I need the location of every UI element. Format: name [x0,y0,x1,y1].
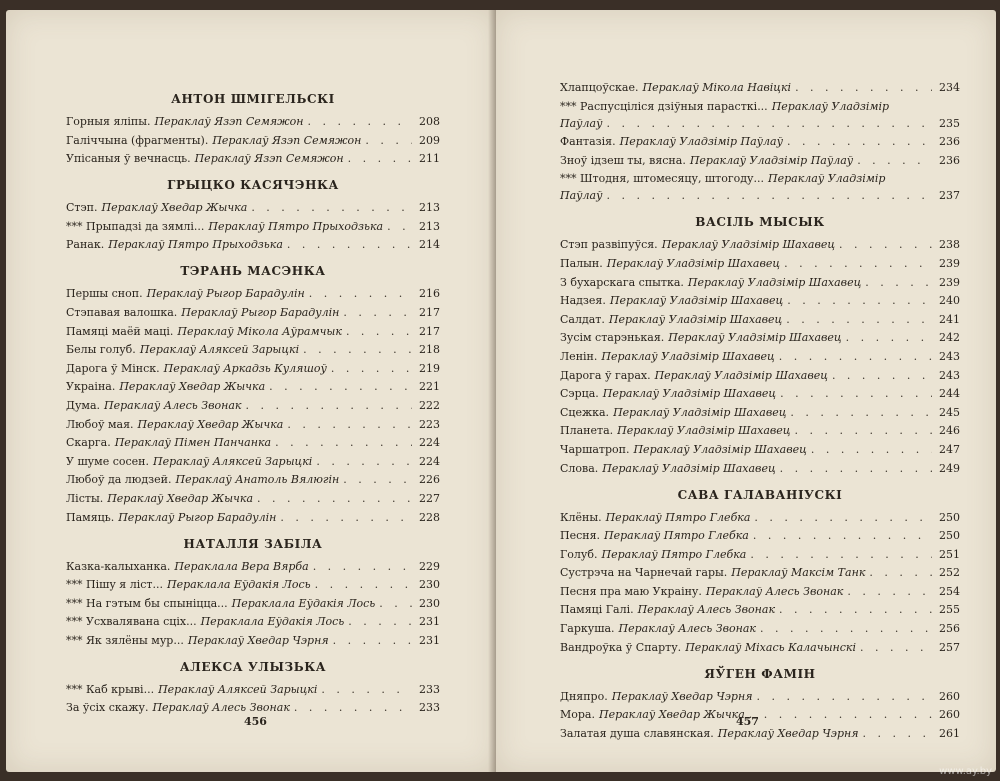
toc-entry [66,200,440,215]
leader-dots [753,528,932,543]
toc-entry [560,461,960,476]
entry-title: Галіччына (фрагменты). [66,133,209,147]
entry-page: 238 [939,238,960,252]
toc-entry [66,454,440,469]
toc-entry [560,256,960,271]
entry-title: Памяці маёй маці. [66,324,174,338]
entry-translator: Пераклаў Уладзімір Шахавец [668,331,842,345]
entry-page: 224 [419,454,440,468]
leader-dots [832,368,932,383]
entry-translator: Пераклаў Уладзімір Паўлаў [619,135,783,149]
leader-dots [333,633,412,648]
toc-entry [66,633,440,648]
entry-translator: Пераклала Вера Вярба [174,559,309,573]
entry-translator: Пераклаў Хведар Жычка [107,491,254,505]
entry-title: Зноў ідзеш ты, вясна. [560,153,686,167]
leader-dots [348,614,412,629]
entry-translator: Пераклаў Анатоль Вялюгін [175,473,340,487]
entry-translator: Пераклаў Уладзімір Шахавец [602,461,776,475]
toc-entry [560,312,960,327]
entry-title: Слова. [560,461,599,475]
entry-title: Дняпро. [560,689,608,703]
toc-entry [66,398,440,413]
entry-translator: Пераклаў Аркадзь Куляшоў [163,361,327,375]
right-toc [560,80,960,744]
entry-title: Стэпавая валошка. [66,305,178,319]
toc-entry [560,621,960,636]
entry-translator: Пераклаў Пятро Прыходзька [208,219,384,233]
toc-entry [66,417,440,432]
watermark: www.ay.by [939,766,992,777]
toc-entry [66,435,440,450]
toc-entry [560,584,960,599]
toc-entry [560,640,960,655]
entry-translator: Пераклаў Уладзімір Шахавец [661,238,836,252]
page-number-left: 456 [244,715,267,728]
entry-translator: Пераклаў Уладзімір Шахавец [633,442,807,456]
entry-title: У шуме сосен. [66,454,149,468]
entry-translator: Пераклаў Пятро Прыходзька [108,238,283,252]
entry-translator: Пераклаў Алесь Звонак [637,603,776,617]
leader-dots [379,596,412,611]
entry-title: Лісты. [66,491,104,505]
toc-entry [66,151,440,166]
toc-entry [560,689,960,704]
entry-title: Зусім старэнькая. [560,331,665,345]
toc-entry [560,602,960,617]
leader-dots [787,293,932,308]
entry-translator: Пераклаў Максім Танк [731,566,866,580]
left-page [6,10,496,772]
leader-dots [760,621,932,636]
entry-title: Стэп развіпуўся. [560,238,658,252]
entry-page: 216 [419,287,440,301]
toc-entry [560,707,960,722]
leader-dots [348,151,412,166]
entry-page: 226 [419,473,440,487]
entry-title: *** Каб крыві... [66,682,155,696]
entry-translator: Пераклаў Уладзімір Шахавец [654,368,828,382]
entry-title: Гаркуша. [560,622,615,636]
entry-page: 230 [419,578,440,592]
toc-entry [560,99,960,131]
leader-dots [787,134,932,149]
entry-title: Мора. [560,708,595,722]
toc-entry [66,491,440,506]
toc-entry [66,682,440,697]
entry-page: 228 [419,510,440,524]
entry-title: Голуб. [560,547,598,561]
toc-entry [66,379,440,394]
leader-dots [365,133,412,148]
entry-title: Казка-калыханка. [66,559,171,573]
leader-dots [316,454,412,469]
toc-entry [560,405,960,420]
entry-title: Горныя яліпы. [66,115,151,128]
toc-entry [560,510,960,525]
toc-entry [66,614,440,629]
entry-translator: Пераклаў Хведар Чэрня [717,726,859,740]
leader-dots [331,361,412,376]
entry-translator: Пераклаў Аляксей Зарыцкі [139,343,300,357]
toc-entry [560,237,960,252]
toc-entry-line [560,188,960,203]
entry-translator: Пераклаў Алесь Звонак [152,701,290,715]
toc-entry [560,330,960,345]
entry-title: Сэрца. [560,387,599,401]
toc-entry [560,80,960,95]
author-heading: АНТОН ШМІГЕЛЬСКІ [171,92,335,106]
entry-page: 223 [419,417,440,431]
entry-translator: Пераклаў Пятро Глебка [604,529,749,543]
toc-entry [66,342,440,357]
entry-page: 233 [419,682,440,696]
entry-translator: Пераклала Еўдакія Лось [166,578,311,592]
entry-title: Упісаныя ў вечнасць. [66,152,191,166]
leader-dots [346,324,412,339]
entry-title: Клёны. [560,510,602,524]
entry-title: Фантазія. [560,135,616,149]
entry-page: 241 [939,312,960,326]
entry-title: *** На гэтым бы спыніцца... [66,596,228,610]
leader-dots [860,640,932,655]
leader-dots [779,602,932,617]
toc-entry [66,219,440,234]
entry-title: Песня пра маю Украіну. [560,584,702,598]
leader-dots [275,435,412,450]
entry-page: 227 [419,491,440,505]
entry-translator: Пераклаў Хведар Жычка [137,417,284,431]
leader-dots [303,342,412,357]
entry-translator: Пераклаў Пятро Глебка [601,547,747,561]
entry-page: 214 [419,238,440,252]
toc-entry [66,510,440,525]
entry-title: Надзея. [560,294,606,308]
toc-entry [66,596,440,611]
entry-translator: Пераклаў Уладзімір Паўлаў [689,153,854,167]
entry-page: 213 [419,219,440,233]
toc-entry-line [560,99,960,114]
entry-page: 236 [939,135,960,149]
leader-dots [847,584,932,599]
leader-dots [309,286,412,301]
leader-dots [786,312,932,327]
toc-entry [560,153,960,168]
leader-dots [387,219,412,234]
entry-page: 209 [419,133,440,147]
entry-page: 247 [939,442,960,456]
leader-dots [280,510,412,525]
entry-title: Белы голуб. [66,343,136,357]
entry-translator: Пераклаў Аляксей Зарыцкі [153,454,313,468]
entry-title: За ўсіх скажу. [66,701,149,715]
entry-page: 256 [939,622,960,636]
leader-dots [784,256,932,271]
toc-entry [66,286,440,301]
entry-translator: Пераклаў Уладзімір Шахавец [609,294,784,308]
leader-dots [294,700,412,715]
entry-translator: Пераклаў Уладзімір Шахавец [617,424,791,438]
entry-page: 234 [939,81,960,94]
toc-entry [66,472,440,487]
entry-page: 219 [419,361,440,375]
author-heading: ГРЫЦКО КАСЯЧЭНКА [167,178,339,193]
right-page [496,10,996,772]
entry-page: 249 [939,461,960,475]
entry-title: Украіна. [66,380,116,394]
toc-entry [560,528,960,543]
entry-title: Скарга. [66,436,111,450]
entry-title: Песня. [560,529,601,543]
entry-translator: Пераклаў Хведар Жычка [119,380,266,394]
entry-page: 257 [939,640,960,654]
entry-page: 221 [419,380,440,394]
entry-title: Чаршатроп. [560,442,630,456]
entry-page: 229 [419,559,440,573]
entry-title: Памяць. [66,510,115,524]
toc-entry [66,237,440,252]
toc-entry [560,275,960,290]
leader-dots [313,559,412,574]
leader-dots [756,689,932,704]
entry-title: Сцежка. [560,405,610,419]
leader-dots [780,461,932,476]
entry-title: *** Штодня, штомесяцу, штогоду... [560,172,764,186]
toc-entry [560,134,960,149]
entry-page: 236 [939,153,960,167]
entry-page: 246 [939,424,960,438]
entry-page: 242 [939,331,960,345]
leader-dots [343,472,412,487]
leader-dots [754,510,932,525]
author-heading: ТЭРАНЬ МАСЭНКА [180,264,326,279]
author-heading: АЛЕКСА УЛЫЗЬКА [179,659,327,674]
leader-dots [790,405,932,420]
leader-dots [839,237,932,252]
leader-dots [857,153,932,168]
entry-page: 231 [419,633,440,647]
leader-dots [245,398,412,413]
entry-title: Дарога ў гарах. [560,368,651,382]
entry-translator: Пераклаў Міхась Калачынскі [685,640,857,654]
toc-entry [66,559,440,574]
entry-translator: Пераклаў Уладзімір Шахавец [608,312,783,326]
entry-title: Памяці Галі. [560,603,634,617]
entry-page: 240 [939,294,960,308]
author-heading: САВА ГАЛАВАНІУСКІ [677,487,843,502]
leader-dots [287,237,412,252]
entry-title: Хлапцоўскае. [560,81,639,94]
entry-page: 218 [419,343,440,357]
leader-dots [750,547,932,562]
entry-page: 244 [939,387,960,401]
entry-page: 250 [939,510,960,524]
entry-title: Палын. [560,256,603,270]
leader-dots [794,423,932,438]
entry-translator: Пераклаў Пімен Панчанка [114,436,272,450]
leader-dots [869,565,932,580]
entry-title: *** Усхвалявана сціх... [66,615,197,629]
entry-translator: Пераклаў Рыгор Барадулін [181,305,340,319]
entry-translator: Пераклаў Рыгор Барадулін [118,510,277,524]
toc-entry [66,324,440,339]
toc-entry [66,114,440,129]
entry-title: Дарога ў Мінск. [66,361,160,375]
entry-translator: Пераклаў Пятро Глебка [605,510,751,524]
entry-page: 245 [939,405,960,419]
entry-page: 222 [419,398,440,412]
entry-title: Ленін. [560,349,598,363]
toc-entry [66,577,440,592]
entry-title: Любоў мая. [66,417,134,431]
leader-dots [321,682,412,697]
toc-entry [560,293,960,308]
entry-page: 260 [939,708,960,722]
entry-translator: Пераклаў Мікола Навіцкі [642,81,792,94]
entry-translator: Пераклаў Рыгор Барадулін [146,287,305,301]
entry-page: 260 [939,689,960,703]
entry-translator: Пераклаў Хведар Жычка [598,708,745,722]
entry-title: *** Прыпадзі да зямлі... [66,219,205,233]
entry-page: 211 [419,152,440,166]
leader-dots [308,114,412,129]
entry-translator: Пераклаў Уладзімір Шахавец [687,275,862,289]
entry-page: 235 [939,116,960,130]
entry-translator: Пераклаў Уладзімір Шахавец [606,256,781,270]
leader-dots [749,707,932,722]
entry-translator: Пераклаў Алесь Звонак [705,584,844,598]
entry-title: З бухарскага спытка. [560,275,684,289]
entry-title: Ранак. [66,238,105,252]
entry-translator: Пераклаў Уладзімір [771,99,890,113]
toc-entry [560,386,960,401]
entry-page: 252 [939,566,960,580]
entry-translator: Пераклаў Уладзімір Шахавец [601,349,775,363]
entry-page: 208 [419,115,440,128]
entry-title: Першы сноп. [66,287,143,301]
entry-title: Сустрэча на Чарнечай гары. [560,566,728,580]
left-toc [66,80,440,719]
entry-translator: Пераклала Еўдакія Лось [200,615,345,629]
entry-page: 261 [939,726,960,740]
entry-translator: Пераклаў Уладзімір Шахавец [602,387,777,401]
entry-page: 213 [419,201,440,215]
entry-page: 251 [939,547,960,561]
entry-title: Вандроўка ў Спарту. [560,640,682,654]
leader-dots [779,349,932,364]
toc-entry [66,305,440,320]
entry-translator: Пераклаў Хведар Чэрня [611,689,753,703]
entry-page: 250 [939,529,960,543]
entry-page: 237 [939,189,960,203]
entry-translator: Пераклаў Хведар Чэрня [187,633,329,647]
toc-entry [560,423,960,438]
entry-translator: Пераклаў Уладзімір Шахавец [613,405,787,419]
leader-dots [811,442,932,457]
entry-title: *** Як зялёны мур... [66,633,184,647]
entry-title: Любоў да людзей. [66,473,172,487]
entry-translator: Пераклаў Аляксей Зарыцкі [158,682,318,696]
toc-entry [560,726,960,741]
author-heading: ВАСІЛЬ МЫСЫК [695,215,825,230]
entry-translator: Пераклаў Мікола Аўрамчык [177,324,342,338]
entry-page: 217 [419,324,440,338]
entry-page: 239 [939,275,960,289]
toc-entry [560,349,960,364]
leader-dots [257,491,412,506]
entry-page: 254 [939,584,960,598]
entry-title: *** Распусціліся дзіўныя парасткі... [560,99,768,113]
author-heading: НАТАЛЛЯ ЗАБІЛА [183,536,323,551]
entry-translator: Пераклаў Хведар Жычка [101,201,248,215]
entry-title: Залатая душа славянская. [560,726,714,740]
entry-translator: Пераклаў Язэп Семяжон [194,152,344,166]
entry-page: 255 [939,603,960,617]
entry-translator: Пераклаў Уладзімір [768,172,886,186]
entry-page: 233 [419,701,440,715]
entry-translator: Пераклаў Алесь Звонак [618,622,756,636]
toc-entry [560,565,960,580]
entry-page: 239 [939,256,960,270]
entry-translator: Пераклаў Язэп Семяжон [212,133,362,147]
entry-title: *** Пішу я ліст... [66,578,163,592]
toc-entry [66,700,440,715]
entry-title: Дума. [66,398,101,412]
entry-translator-cont: Паўлаў [560,116,603,130]
toc-entry-line [560,171,960,186]
toc-entry [560,442,960,457]
toc-entry [66,133,440,148]
entry-title: Салдат. [560,312,605,326]
author-heading: ЯЎГЕН ФАМІН [704,666,816,681]
leader-dots [846,330,932,345]
entry-page: 224 [419,436,440,450]
leader-dots [780,386,932,401]
leader-dots [606,116,932,131]
toc-entry [560,171,960,203]
toc-entry [560,547,960,562]
leader-dots [251,200,412,215]
entry-translator: Пераклала Еўдакія Лось [231,596,376,610]
entry-translator: Пераклаў Язэп Семяжон [154,115,304,128]
toc-entry-line [560,116,960,131]
entry-title: Стэп. [66,201,98,215]
page-number-right: 457 [736,715,759,728]
leader-dots [287,417,412,432]
leader-dots [863,726,932,741]
leader-dots [315,577,412,592]
entry-page: 243 [939,368,960,382]
leader-dots [606,188,932,203]
entry-page: 217 [419,305,440,319]
entry-title: Планета. [560,424,614,438]
toc-entry [560,368,960,383]
leader-dots [795,80,932,95]
leader-dots [269,379,412,394]
toc-entry [66,361,440,376]
leader-dots [343,305,412,320]
entry-page: 243 [939,349,960,363]
entry-translator-cont: Паўлаў [560,189,603,203]
entry-page: 231 [419,615,440,629]
entry-translator: Пераклаў Алесь Звонак [104,398,242,412]
entry-page: 230 [419,596,440,610]
leader-dots [865,275,932,290]
